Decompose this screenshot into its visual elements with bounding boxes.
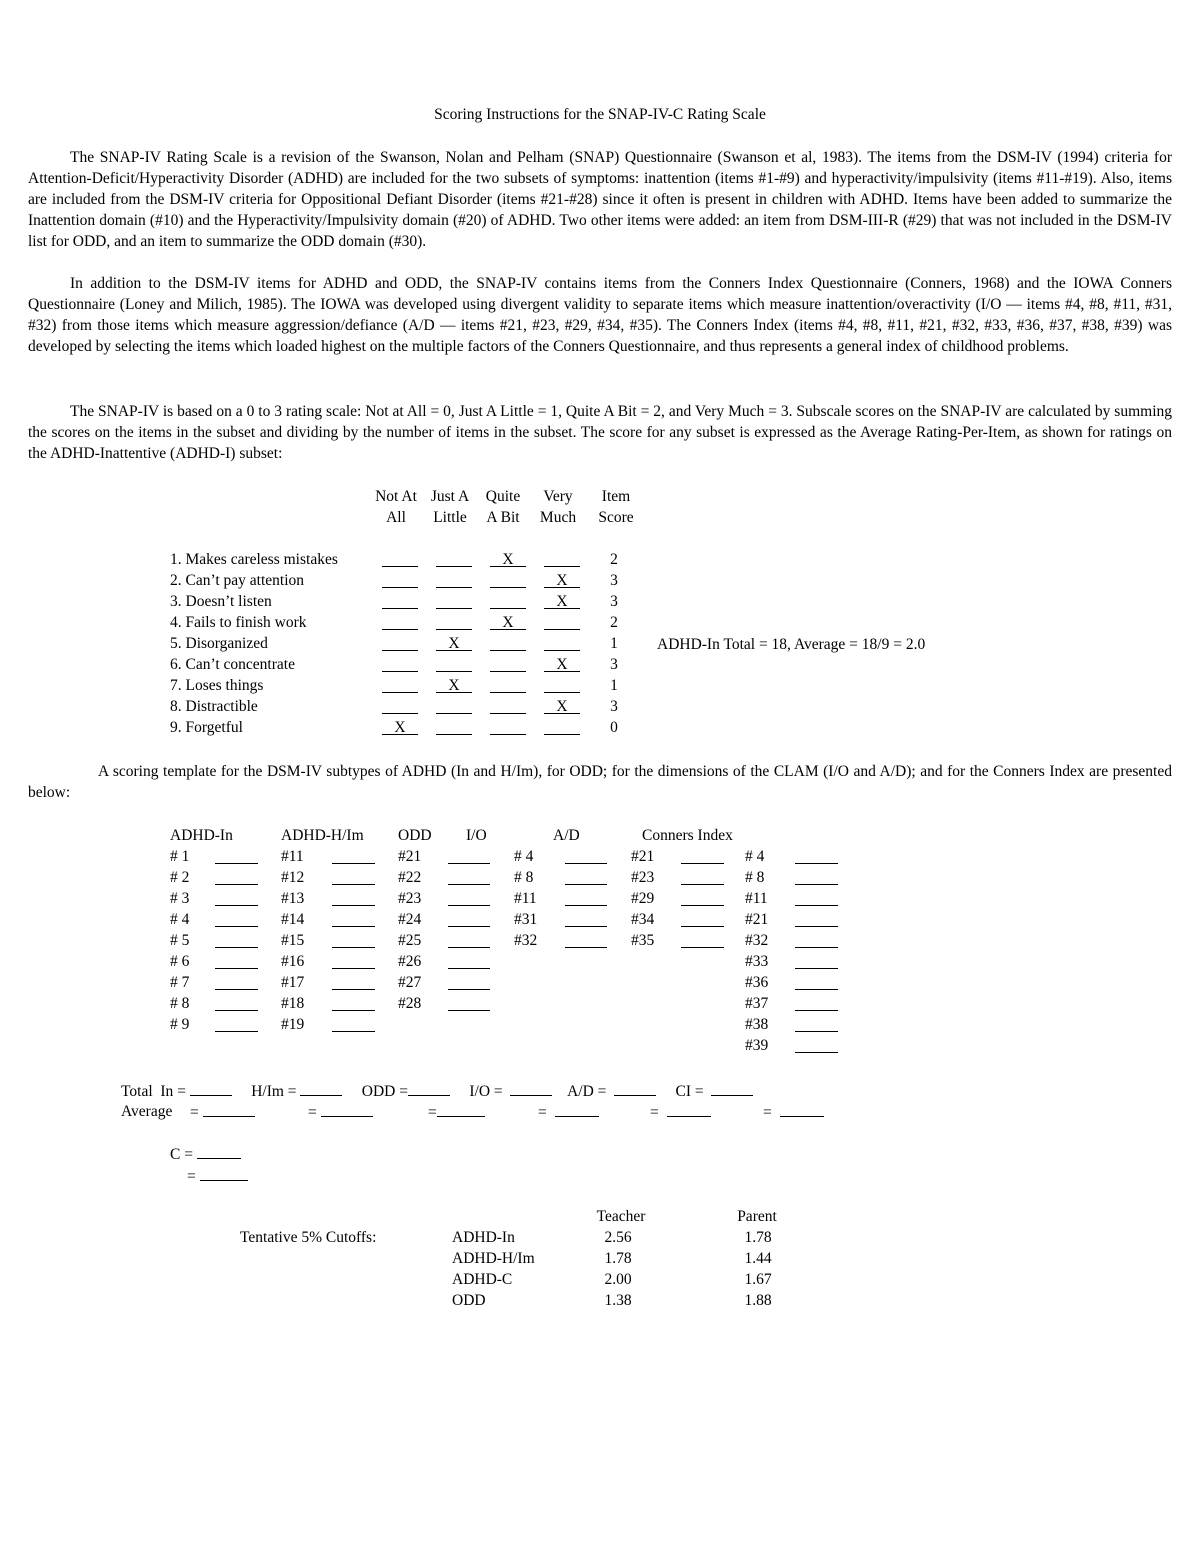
- cutoffs-header-parent: Parent: [737, 1208, 777, 1225]
- rating-mark: X: [556, 572, 568, 589]
- template-blank-conners[interactable]: [795, 932, 838, 948]
- eq: =: [763, 1104, 772, 1121]
- template-blank-ad[interactable]: [681, 890, 724, 906]
- cutoff-subscale: ADHD-H/Im: [452, 1250, 535, 1267]
- total-label: Total: [121, 1083, 153, 1100]
- total-in-label: In: [160, 1083, 174, 1100]
- template-header-conners-index: Conners Index: [642, 827, 733, 844]
- cutoff-teacher-value: 1.78: [604, 1250, 632, 1267]
- rating-blank[interactable]: [490, 635, 526, 651]
- rating-mark: X: [448, 635, 460, 652]
- rating-blank[interactable]: [544, 635, 580, 651]
- eq: =: [177, 1083, 186, 1100]
- combined-average-blank[interactable]: [200, 1165, 248, 1181]
- template-item-ad: #23: [631, 869, 655, 886]
- template-blank-adhd-him[interactable]: [332, 995, 375, 1011]
- example-item-label: 7. Loses things: [170, 677, 264, 694]
- template-blank-odd[interactable]: [448, 911, 490, 927]
- eq: =: [308, 1104, 317, 1121]
- template-blank-odd[interactable]: [448, 890, 490, 906]
- template-blank-adhd-in[interactable]: [215, 953, 258, 969]
- rating-mark: X: [502, 551, 514, 568]
- template-item-odd: #22: [398, 869, 422, 886]
- example-item-score: 2: [610, 551, 618, 568]
- template-header-odd: ODD: [398, 827, 432, 844]
- template-blank-adhd-in[interactable]: [215, 890, 258, 906]
- rating-blank[interactable]: [544, 614, 580, 630]
- template-blank-io[interactable]: [565, 932, 607, 948]
- template-item-adhd-in: # 1: [170, 848, 190, 865]
- template-item-io: #11: [514, 890, 537, 907]
- template-item-adhd-in: # 4: [170, 911, 190, 928]
- rating-blank[interactable]: [490, 551, 526, 567]
- cutoff-parent-value: 1.88: [744, 1292, 772, 1309]
- cutoff-subscale: ADHD-C: [452, 1271, 513, 1288]
- rating-blank[interactable]: [490, 677, 526, 693]
- rating-blank[interactable]: [544, 656, 580, 672]
- template-item-adhd-him: #18: [281, 995, 305, 1012]
- template-item-adhd-him: #13: [281, 890, 305, 907]
- total-ci-label: CI: [675, 1083, 692, 1100]
- rating-blank[interactable]: [490, 698, 526, 714]
- template-item-conners: #36: [745, 974, 769, 991]
- paragraph-intro: The SNAP-IV Rating Scale is a revision of the Swanson, Nolan and Pelham (SNAP) Questionnaire (Swanson et al, 1983). The items from the DSM-IV (1994) criteria for Attention-Deficit/Hyperactivity Disorder (ADHD) are included for the two subsets of symptoms: inattention (items #1-#9) and hyperactivity/impulsivity (items #11-#19). Also, items are included from the DSM-IV criteria for Oppositional Defiant Disorder (items #21-#28) since it often is present in children with ADHD. Items have been added to summarize the Inattention domain (#10) and the Hyperactivity/Impulsivity domain (#20) of ADHD. Two other items were added: an item from DSM-III-R (#29) that was not included in the DSM-IV list for ODD, and an item to summarize the ODD domain (#30).: [28, 149, 1172, 250]
- rating-blank[interactable]: [436, 656, 472, 672]
- template-item-conners: # 4: [745, 848, 765, 865]
- template-item-io: # 8: [514, 869, 534, 886]
- template-item-adhd-in: # 9: [170, 1016, 190, 1033]
- template-blank-adhd-him[interactable]: [332, 932, 375, 948]
- rating-blank[interactable]: [382, 698, 418, 714]
- cutoff-teacher-value: 1.38: [604, 1292, 632, 1309]
- template-item-adhd-him: #14: [281, 911, 305, 928]
- header-very-much: Very Much: [539, 488, 577, 526]
- template-item-adhd-in: # 5: [170, 932, 190, 949]
- template-header-io: I/O: [466, 827, 487, 844]
- total-in-blank[interactable]: [190, 1080, 232, 1096]
- template-item-ad: #29: [631, 890, 655, 907]
- cutoff-subscale: ADHD-In: [452, 1229, 515, 1246]
- template-item-adhd-in: # 7: [170, 974, 190, 991]
- average-odd-blank[interactable]: [437, 1101, 485, 1117]
- rating-blank[interactable]: [544, 677, 580, 693]
- template-item-io: # 4: [514, 848, 534, 865]
- example-total-note: ADHD-In Total = 18, Average = 18/9 = 2.0: [657, 636, 926, 653]
- example-item-score: 1: [610, 635, 618, 652]
- template-blank-conners[interactable]: [795, 953, 838, 969]
- eq: =: [187, 1168, 196, 1185]
- template-blank-adhd-in[interactable]: [215, 1016, 258, 1032]
- template-item-adhd-him: #17: [281, 974, 305, 991]
- cutoff-parent-value: 1.44: [744, 1250, 772, 1267]
- cutoff-teacher-value: 2.56: [604, 1229, 632, 1246]
- average-io: [538, 1101, 599, 1123]
- template-item-conners: #38: [745, 1016, 769, 1033]
- template-item-io: #32: [514, 932, 538, 949]
- template-blank-odd[interactable]: [448, 932, 490, 948]
- template-item-conners: #32: [745, 932, 769, 949]
- template-header-ad: A/D: [553, 827, 580, 844]
- total-ad-blank[interactable]: [614, 1080, 656, 1096]
- example-item-score: 3: [610, 698, 618, 715]
- template-item-adhd-him: #19: [281, 1016, 305, 1033]
- cutoffs-header-teacher: Teacher: [596, 1208, 646, 1225]
- average-ci: [763, 1101, 824, 1123]
- template-item-odd: #26: [398, 953, 422, 970]
- cutoffs-label: Tentative 5% Cutoffs:: [240, 1229, 377, 1246]
- template-item-odd: #24: [398, 911, 422, 928]
- average-io-blank[interactable]: [555, 1101, 599, 1117]
- template-item-adhd-in: # 3: [170, 890, 190, 907]
- template-blank-adhd-him[interactable]: [332, 848, 375, 864]
- eq: =: [190, 1104, 199, 1121]
- template-item-adhd-him: #16: [281, 953, 305, 970]
- rating-blank[interactable]: [382, 677, 418, 693]
- rating-mark: X: [556, 698, 568, 715]
- template-blank-odd[interactable]: [448, 995, 490, 1011]
- rating-mark: X: [556, 656, 568, 673]
- template-item-conners: #39: [745, 1037, 769, 1054]
- rating-blank[interactable]: [436, 551, 472, 567]
- template-item-adhd-in: # 2: [170, 869, 190, 886]
- average-him: [308, 1101, 373, 1123]
- eq: =: [399, 1083, 408, 1100]
- rating-blank[interactable]: [490, 719, 526, 735]
- template-item-adhd-him: #11: [281, 848, 304, 865]
- paragraph-rating-scale: The SNAP-IV is based on a 0 to 3 rating scale: Not at All = 0, Just A Little = 1, Quite A Bit = 2, and Very Much = 3. Subscale scores on the SNAP-IV are calculated by summing the scores on the items in the subset and dividing by the number of items in the subset. The score for any subset is expressed as the Average Rating-Per-Item, as shown for ratings on the ADHD-Inattentive (ADHD-I) subset:: [28, 403, 1172, 462]
- paragraph-conners: In addition to the DSM-IV items for ADHD and ODD, the SNAP-IV contains items from the Conners Index Questionnaire (Conners, 1968) and the IOWA Conners Questionnaire (Loney and Milich, 1985). The IOWA was developed using divergent validity to separate items which measure inattention/overactivity (I/O — items #4, #8, #11, #31, #32) from those items which measure aggression/defiance (A/D — items #21, #23, #29, #34, #35). The Conners Index (items #4, #8, #11, #21, #32, #33, #36, #37, #38, #39) was developed by selecting the items which loaded highest on the multiple factors of the Conners Questionnaire, and thus represents a general index of childhood problems.: [28, 275, 1172, 355]
- total-him-label: H/Im: [251, 1083, 284, 1100]
- example-item-score: 3: [610, 656, 618, 673]
- total-him-blank[interactable]: [300, 1080, 342, 1096]
- rating-blank[interactable]: [382, 614, 418, 630]
- rating-blank[interactable]: [544, 551, 580, 567]
- template-blank-ad[interactable]: [681, 848, 724, 864]
- total-io-blank[interactable]: [510, 1080, 552, 1096]
- template-blank-ad[interactable]: [681, 869, 724, 885]
- template-blank-io[interactable]: [565, 890, 607, 906]
- rating-blank[interactable]: [382, 551, 418, 567]
- rating-blank[interactable]: [436, 698, 472, 714]
- header-not-at-all: Not At All: [375, 488, 417, 526]
- rating-blank[interactable]: [382, 572, 418, 588]
- template-item-conners: #37: [745, 995, 769, 1012]
- example-item-score: 3: [610, 593, 618, 610]
- totals-row: [121, 1080, 753, 1102]
- template-item-adhd-him: #12: [281, 869, 305, 886]
- example-item-score: 3: [610, 572, 618, 589]
- rating-mark: X: [502, 614, 514, 631]
- cutoff-parent-value: 1.67: [744, 1271, 772, 1288]
- rating-blank[interactable]: [544, 698, 580, 714]
- eq: =: [694, 1083, 704, 1100]
- rating-blank[interactable]: [382, 719, 418, 735]
- combined-total: [170, 1143, 241, 1165]
- rating-blank[interactable]: [382, 593, 418, 609]
- average-him-blank[interactable]: [321, 1101, 373, 1117]
- template-blank-conners[interactable]: [795, 995, 838, 1011]
- template-blank-adhd-in[interactable]: [215, 869, 258, 885]
- rating-blank[interactable]: [490, 572, 526, 588]
- eq: =: [597, 1083, 607, 1100]
- template-item-conners: #11: [745, 890, 768, 907]
- rating-blank[interactable]: [490, 593, 526, 609]
- example-item-label: 8. Distractible: [170, 698, 258, 715]
- template-blank-adhd-him[interactable]: [332, 953, 375, 969]
- template-item-ad: #21: [631, 848, 655, 865]
- template-blank-conners[interactable]: [795, 890, 838, 906]
- rating-blank[interactable]: [490, 656, 526, 672]
- average-label: Average: [121, 1103, 173, 1120]
- template-blank-odd[interactable]: [448, 848, 490, 864]
- template-blank-adhd-in[interactable]: [215, 932, 258, 948]
- template-item-adhd-in: # 8: [170, 995, 190, 1012]
- rating-blank[interactable]: [436, 572, 472, 588]
- template-blank-adhd-in[interactable]: [215, 848, 258, 864]
- rating-mark: X: [556, 593, 568, 610]
- template-blank-conners[interactable]: [795, 1016, 838, 1032]
- eq: =: [538, 1104, 547, 1121]
- rating-blank[interactable]: [382, 635, 418, 651]
- template-item-odd: #27: [398, 974, 422, 991]
- example-item-score: 1: [610, 677, 618, 694]
- template-blank-odd[interactable]: [448, 953, 490, 969]
- example-item-label: 6. Can’t concentrate: [170, 656, 295, 673]
- template-blank-ad[interactable]: [681, 932, 724, 948]
- rating-mark: X: [394, 719, 406, 736]
- header-quite-a-bit: Quite A Bit: [485, 488, 521, 526]
- rating-blank[interactable]: [544, 593, 580, 609]
- template-blank-conners[interactable]: [795, 911, 838, 927]
- template-blank-ad[interactable]: [681, 911, 724, 927]
- template-blank-odd[interactable]: [448, 869, 490, 885]
- template-blank-adhd-in[interactable]: [215, 974, 258, 990]
- rating-blank[interactable]: [382, 656, 418, 672]
- eq: =: [287, 1083, 297, 1100]
- template-item-io: #31: [514, 911, 538, 928]
- total-odd-label: ODD: [361, 1083, 396, 1100]
- eq: =: [428, 1104, 437, 1121]
- example-item-label: 4. Fails to finish work: [170, 614, 307, 631]
- total-ci-blank[interactable]: [711, 1080, 753, 1096]
- average-ad-blank[interactable]: [667, 1101, 711, 1117]
- combined-average: [187, 1165, 248, 1187]
- average-in-blank[interactable]: [203, 1101, 255, 1117]
- rating-blank[interactable]: [436, 719, 472, 735]
- template-blank-conners[interactable]: [795, 869, 838, 885]
- total-io-label: I/O: [469, 1083, 491, 1100]
- eq: =: [650, 1104, 659, 1121]
- template-blank-adhd-in[interactable]: [215, 995, 258, 1011]
- template-header-adhd-him: ADHD-H/Im: [281, 827, 364, 844]
- cutoff-subscale: ODD: [452, 1292, 486, 1309]
- average-ad: [650, 1101, 711, 1123]
- example-item-score: 0: [610, 719, 618, 736]
- template-blank-io[interactable]: [565, 869, 607, 885]
- template-blank-adhd-him[interactable]: [332, 890, 375, 906]
- cutoff-teacher-value: 2.00: [604, 1271, 632, 1288]
- eq: =: [493, 1083, 503, 1100]
- example-item-label: 9. Forgetful: [170, 719, 243, 736]
- template-item-ad: #35: [631, 932, 655, 949]
- template-blank-adhd-him[interactable]: [332, 911, 375, 927]
- template-item-conners: #33: [745, 953, 769, 970]
- average-ci-blank[interactable]: [780, 1101, 824, 1117]
- total-ad-label: A/D: [567, 1083, 594, 1100]
- example-item-label: 2. Can’t pay attention: [170, 572, 305, 589]
- rating-blank[interactable]: [544, 572, 580, 588]
- template-header-adhd-in: ADHD-In: [170, 827, 233, 844]
- template-blank-adhd-him[interactable]: [332, 869, 375, 885]
- rating-blank[interactable]: [436, 593, 472, 609]
- template-item-odd: #23: [398, 890, 422, 907]
- rating-mark: X: [448, 677, 460, 694]
- template-item-odd: #28: [398, 995, 422, 1012]
- example-item-score: 2: [610, 614, 618, 631]
- header-just-a-little: Just A Little: [430, 488, 470, 526]
- template-item-adhd-him: #15: [281, 932, 305, 949]
- template-blank-adhd-him[interactable]: [332, 1016, 375, 1032]
- template-item-conners: #21: [745, 911, 769, 928]
- template-blank-adhd-him[interactable]: [332, 974, 375, 990]
- rating-blank[interactable]: [490, 614, 526, 630]
- total-odd-blank[interactable]: [408, 1080, 450, 1096]
- header-item-score: Item Score: [598, 488, 634, 526]
- template-item-adhd-in: # 6: [170, 953, 190, 970]
- c-label: C =: [170, 1146, 193, 1163]
- cutoff-parent-value: 1.78: [744, 1229, 772, 1246]
- template-blank-conners[interactable]: [795, 1037, 838, 1053]
- rating-blank[interactable]: [436, 677, 472, 693]
- rating-blank[interactable]: [436, 635, 472, 651]
- template-blank-io[interactable]: [565, 848, 607, 864]
- average-odd: [428, 1101, 485, 1123]
- example-item-label: 3. Doesn’t listen: [170, 593, 272, 610]
- example-item-label: 5. Disorganized: [170, 635, 268, 652]
- template-item-odd: #21: [398, 848, 422, 865]
- template-item-conners: # 8: [745, 869, 765, 886]
- average-in: [190, 1101, 255, 1123]
- example-item-label: 1. Makes careless mistakes: [170, 551, 338, 568]
- template-blank-conners[interactable]: [795, 848, 838, 864]
- rating-blank[interactable]: [436, 614, 472, 630]
- template-blank-conners[interactable]: [795, 974, 838, 990]
- template-item-ad: #34: [631, 911, 655, 928]
- template-blank-io[interactable]: [565, 911, 607, 927]
- combined-total-blank[interactable]: [197, 1143, 241, 1159]
- template-item-odd: #25: [398, 932, 422, 949]
- template-blank-odd[interactable]: [448, 974, 490, 990]
- rating-blank[interactable]: [544, 719, 580, 735]
- template-blank-adhd-in[interactable]: [215, 911, 258, 927]
- page-title: Scoring Instructions for the SNAP-IV-C Rating Scale: [434, 106, 766, 123]
- template-intro: A scoring template for the DSM-IV subtypes of ADHD (In and H/Im), for ODD; for the dimensions of the CLAM (I/O and A/D); and for the Conners Index are presented below:: [28, 763, 1172, 801]
